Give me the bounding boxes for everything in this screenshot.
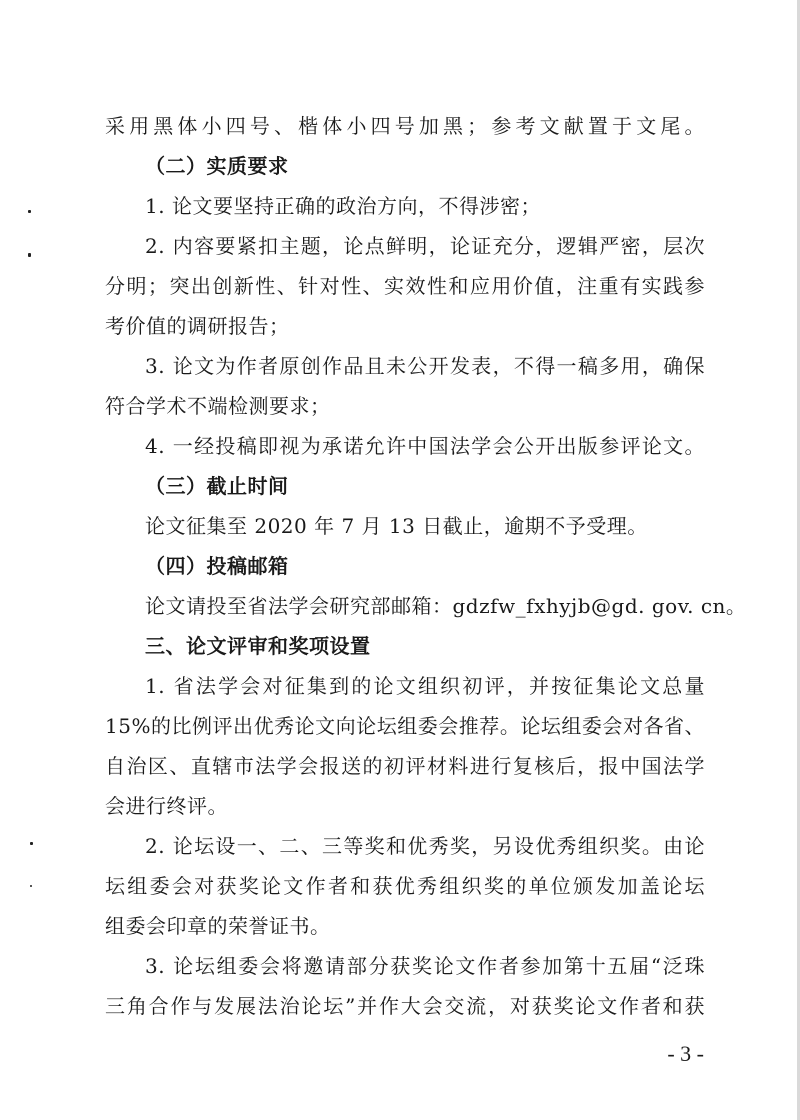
text-line-23: 三角合作与发展法治论坛”并作大会交流，对获奖论文作者和获 — [105, 994, 705, 1018]
text-line-7: 3. 论文为作者原创作品且未公开发表，不得一稿多用，确保 — [145, 354, 705, 378]
text-line-4: 2. 内容要紧扣主题，论点鲜明，论证充分，逻辑严密，层次 — [145, 234, 705, 258]
section-heading-review: 三、论文评审和奖项设置 — [145, 634, 371, 658]
text-line-15: 1. 省法学会对征集到的论文组织初评，并按征集论文总量 — [145, 674, 705, 698]
scan-speck — [30, 885, 32, 887]
text-line-1: 采用黑体小四号、楷体小四号加黑；参考文献置于文尾。 — [105, 114, 705, 138]
text-line-11: 论文征集至 2020 年 7 月 13 日截止，逾期不予受理。 — [145, 514, 648, 538]
text-line-18: 会进行终评。 — [105, 794, 228, 818]
text-line-19: 2. 论坛设一、二、三等奖和优秀奖，另设优秀组织奖。由论 — [145, 834, 705, 858]
scan-speck — [28, 210, 31, 213]
text-line-9: 4. 一经投稿即视为承诺允许中国法学会公开出版参评论文。 — [145, 434, 705, 458]
scan-speck — [28, 253, 31, 257]
text-line-20: 坛组委会对获奖论文作者和获优秀组织奖的单位颁发加盖论坛 — [105, 874, 705, 898]
text-line-17: 自治区、直辖市法学会报送的初评材料进行复核后，报中国法学 — [105, 754, 705, 778]
text-line-22: 3. 论坛组委会将邀请部分获奖论文作者参加第十五届“泛珠 — [145, 954, 705, 978]
text-line-5: 分明；突出创新性、针对性、实效性和应用价值，注重有实践参 — [105, 274, 705, 298]
text-line-13: 论文请投至省法学会研究部邮箱：gdzfw_fxhyjb@gd. gov. cn。 — [145, 594, 747, 618]
text-line-3: 1. 论文要坚持正确的政治方向，不得涉密； — [145, 194, 541, 218]
scan-speck — [30, 842, 33, 845]
section-heading-substantive: （二）实质要求 — [145, 154, 289, 178]
text-line-16: 15%的比例评出优秀论文向论坛组委会推荐。论坛组委会对各省、 — [105, 714, 705, 738]
text-line-6: 考价值的调研报告； — [105, 314, 290, 338]
text-line-8: 符合学术不端检测要求； — [105, 394, 331, 418]
text-line-21: 组委会印章的荣誉证书。 — [105, 914, 331, 938]
section-heading-email: （四）投稿邮箱 — [145, 554, 289, 578]
section-heading-deadline: （三）截止时间 — [145, 474, 289, 498]
page-number: - 3 - — [667, 1041, 704, 1066]
